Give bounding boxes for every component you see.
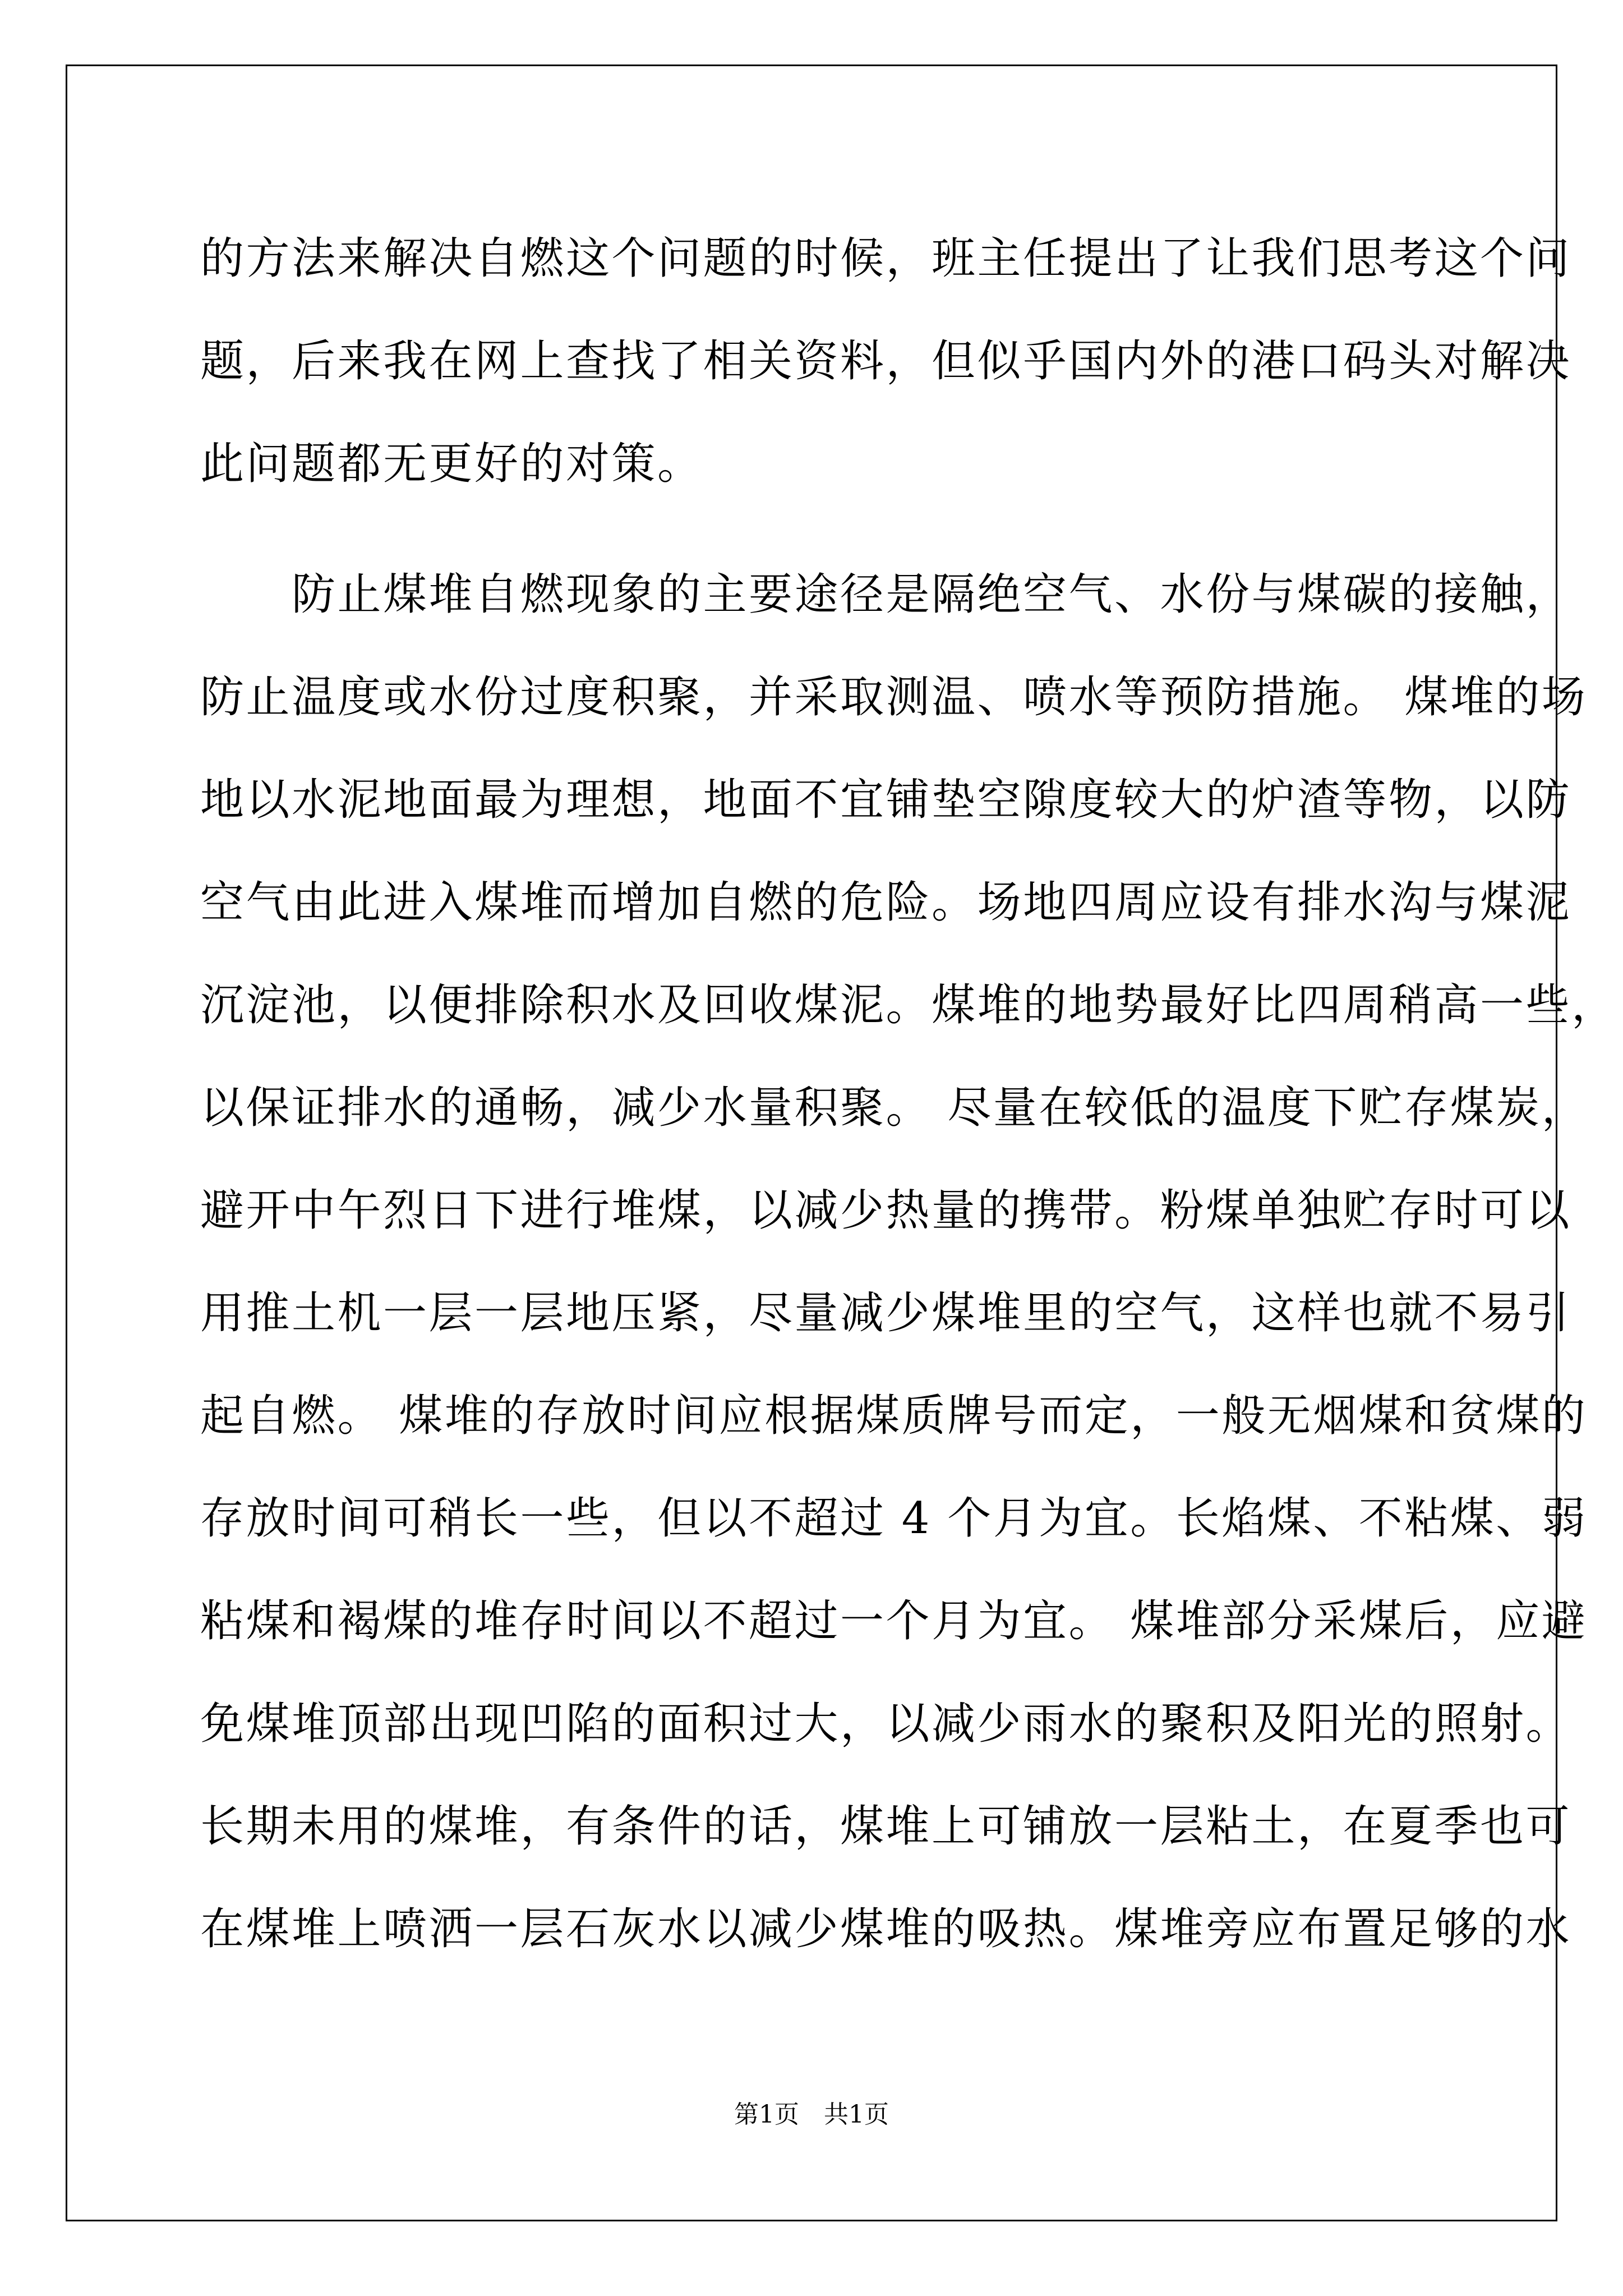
text-line: 沉淀池，以便排除积水及回收煤泥。煤堆的地势最好比四周稍高一些， — [200, 980, 1617, 1030]
text-line: 防止温度或水份过度积聚，并采取测温、喷水等预防措施。 煤堆的场 — [200, 672, 1588, 723]
text-line: 粘煤和褐煤的堆存时间以不超过一个月为宜。 煤堆部分采煤后，应避 — [200, 1596, 1588, 1646]
text-line: 地以水泥地面最为理想，地面不宜铺垫空隙度较大的炉渣等物，以防 — [200, 775, 1572, 825]
text-line: 空气由此进入煤堆而增加自燃的危险。场地四周应设有排水沟与煤泥 — [200, 877, 1572, 928]
text-line: 长期未用的煤堆，有条件的话，煤堆上可铺放一层粘土，在夏季也可 — [200, 1801, 1572, 1852]
paragraph-2 — [200, 544, 1617, 1981]
text-line: 免煤堆顶部出现凹陷的面积过大，以减少雨水的聚积及阳光的照射。 — [200, 1699, 1572, 1749]
text-line: 存放时间可稍长一些，但以不超过 4 个月为宜。长焰煤、不粘煤、弱 — [200, 1493, 1588, 1544]
text-line: 以保证排水的通畅，减少水量积聚。 尽量在较低的温度下贮存煤炭， — [200, 1083, 1588, 1133]
text-line: 起自燃。 煤堆的存放时间应根据煤质牌号而定，一般无烟煤和贫煤的 — [200, 1391, 1588, 1441]
text-line: 防止煤堆自燃现象的主要途径是隔绝空气、水份与煤碳的接触， — [200, 569, 1572, 620]
document-body — [200, 208, 1617, 1981]
paragraph-spacer — [200, 516, 1445, 544]
text-line: 用推土机一层一层地压紧，尽量减少煤堆里的空气，这样也就不易引 — [200, 1288, 1572, 1338]
text-line: 在煤堆上喷洒一层石灰水以减少煤堆的吸热。煤堆旁应布置足够的水 — [200, 1904, 1572, 1954]
page-number-footer: 第1页 共1页 — [734, 2100, 889, 2129]
text-line: 的方法来解决自燃这个问题的时候，班主任提出了让我们思考这个问 — [200, 233, 1572, 284]
paragraph-1 — [200, 208, 1572, 516]
text-line: 此问题都无更好的对策。 — [200, 439, 703, 489]
text-line: 避开中午烈日下进行堆煤，以减少热量的携带。粉煤单独贮存时可以 — [200, 1185, 1572, 1236]
text-line: 题，后来我在网上查找了相关资料，但似乎国内外的港口码头对解决 — [200, 336, 1572, 386]
